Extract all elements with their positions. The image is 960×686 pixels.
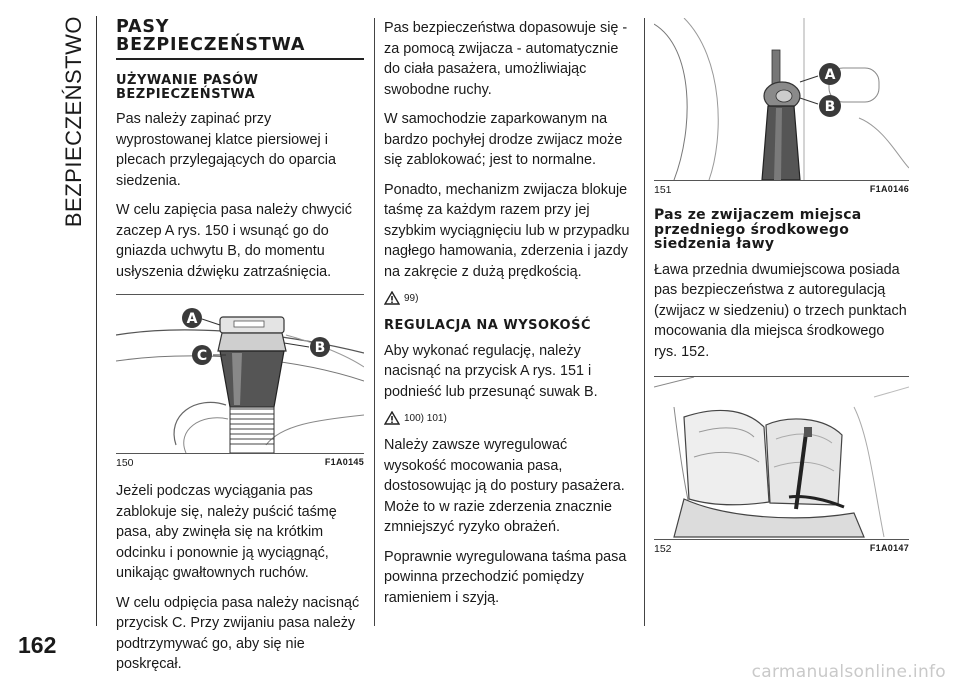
page-number: 162 bbox=[18, 632, 57, 658]
front-bench-seat-illustration bbox=[654, 377, 909, 539]
section-heading-usage: UŻYWANIE PASÓW BEZPIECZEŃSTWA bbox=[116, 73, 259, 102]
paragraph: Poprawnie wyregulowana taśma pasa powinna przechodzić pomiędzy ramieniem i szyją. bbox=[384, 548, 627, 606]
figure-caption bbox=[654, 181, 909, 196]
warning-note-number: 99) bbox=[404, 293, 419, 304]
warning-triangle-icon bbox=[384, 291, 400, 305]
paragraph: W samochodzie zaparkowanym na bardzo pochyłej drodze zwijacz może się zablokować; jest to normalne. bbox=[384, 111, 623, 168]
paragraph: Ponadto, mechanizm zwijacza blokuje taśmę za każdym razem przy jej szybkim wyciągnięciu lub w przypadku nagłego hamowania, zderzenia i jazdy na zakręcie z dużą prędkością. bbox=[384, 181, 630, 280]
figure-label-b: B bbox=[824, 99, 836, 115]
paragraph: W celu odpięcia pasa należy nacisnąć przycisk C. Przy zwijaniu pasa należy podtrzymywać go, aby się nie poskręcał. bbox=[116, 594, 360, 672]
figure-caption bbox=[654, 540, 909, 555]
figure-number: 152 bbox=[654, 543, 672, 555]
figure-label-c: C bbox=[196, 348, 208, 364]
warning-triangle-icon bbox=[384, 411, 400, 425]
belt-height-adjuster-illustration bbox=[654, 18, 909, 180]
figure-number: 150 bbox=[116, 457, 134, 469]
figure-code: F1A0145 bbox=[324, 457, 364, 467]
column-3 bbox=[654, 18, 909, 555]
paragraph: Pas należy zapinać przy wyprostowanej klatce piersiowej i plecach przylegających do oparcia siedzenia. bbox=[116, 111, 336, 189]
warning-reference bbox=[384, 411, 632, 425]
column-divider bbox=[644, 18, 645, 626]
side-section-tab bbox=[62, 16, 86, 246]
figure-code: F1A0147 bbox=[869, 543, 909, 553]
watermark-url: carmanualsonline.info bbox=[751, 662, 946, 682]
column-divider bbox=[374, 18, 375, 626]
warning-reference bbox=[384, 291, 632, 305]
figure-label-a: A bbox=[824, 67, 836, 83]
figure-label-b: B bbox=[314, 340, 326, 356]
figure-152 bbox=[654, 376, 909, 540]
paragraph: W celu zapięcia pasa należy chwycić zaczep A rys. 150 i wsunąć go do gniazda uchwytu B, do momentu usłyszenia dźwięku zatrzaśnięcia. bbox=[116, 202, 352, 280]
column-2 bbox=[384, 18, 632, 617]
figure-151 bbox=[654, 18, 909, 181]
figure-number: 151 bbox=[654, 184, 672, 196]
figure-code: F1A0146 bbox=[869, 184, 909, 194]
page-title: PASY BEZPIECZEŃSTWA bbox=[116, 18, 364, 60]
figure-label-a: A bbox=[186, 311, 198, 327]
section-heading-height-adjustment: REGULACJA NA WYSOKOŚĆ bbox=[384, 318, 592, 333]
paragraph: Aby wykonać regulację, należy nacisnąć na przycisk A rys. 151 i podnieść lub przesunąć suwak B. bbox=[384, 342, 598, 400]
figure-150 bbox=[116, 294, 364, 454]
paragraph: Należy zawsze wyregulować wysokość mocowania pasa, dostosowując ją do postury pasażera. Może to w razie zderzenia znacznie zmniejszyć ryzyko obrażeń. bbox=[384, 437, 625, 535]
paragraph: Ława przednia dwumiejscowa posiada pas bezpieczeństwa z autoregulacją (zwijacz w siedzeniu) o trzech punktach mocowania dla miejsca środkowego rys. 152. bbox=[654, 261, 907, 360]
side-divider bbox=[96, 16, 97, 626]
side-section-tab-label: BEZPIECZEŃSTWO bbox=[61, 16, 86, 228]
paragraph: Jeżeli podczas wyciągania pas zablokuje się, należy puścić taśmę pasa, aby zwinęła się na krótkim odcinku i ponownie ją wyciągnąć, unikając gwałtownych ruchów. bbox=[116, 483, 337, 581]
seatbelt-buckle-illustration bbox=[116, 295, 364, 453]
section-heading-center-seat-belt: Pas ze zwijaczem miejsca przedniego środkowego siedzenia ławy bbox=[654, 207, 862, 252]
figure-caption bbox=[116, 454, 364, 469]
warning-note-number: 100) 101) bbox=[404, 413, 447, 424]
paragraph: Pas bezpieczeństwa dopasowuje się - za pomocą zwijacza - automatycznie do ciała pasażera, umożliwiając swobodne ruchy. bbox=[384, 20, 628, 98]
column-1 bbox=[116, 18, 364, 684]
